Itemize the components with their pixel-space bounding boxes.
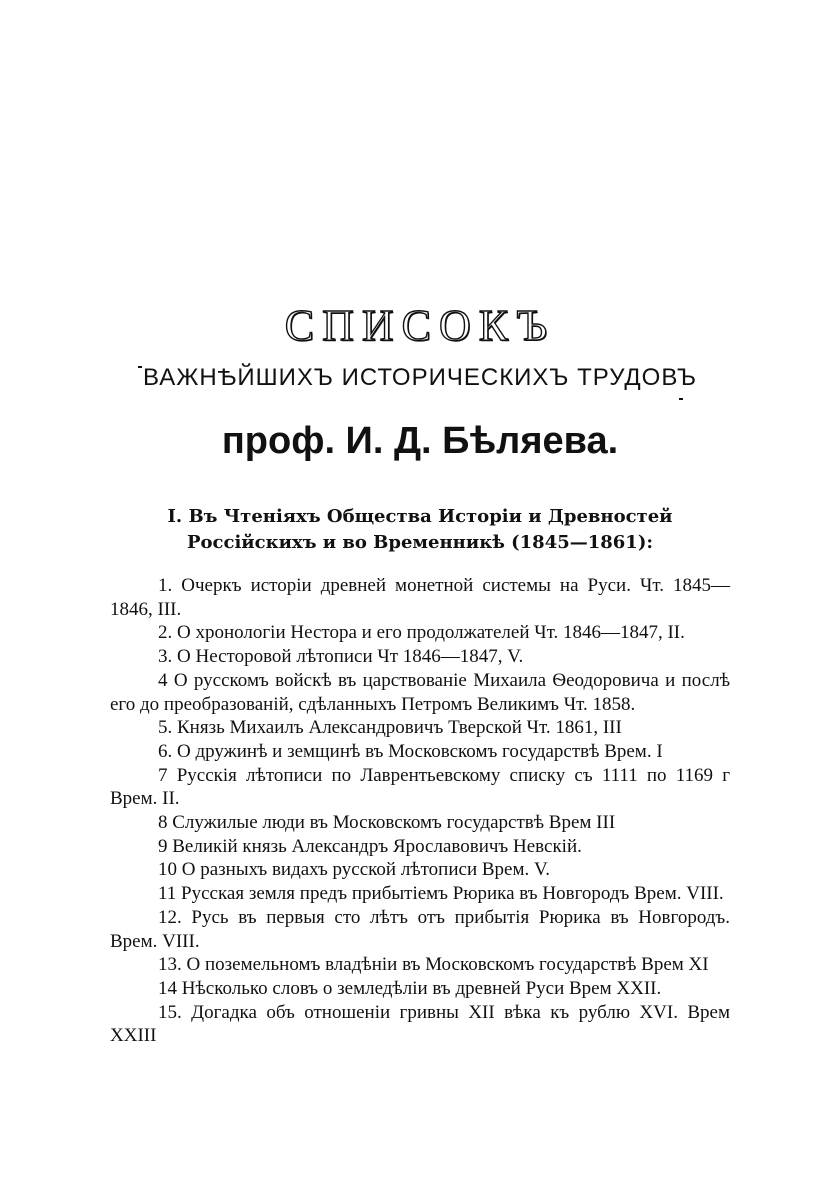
item-text: Догадка объ отношеніи гривны XII вѣка къ рублю XVI. Врем XXIII (110, 1001, 730, 1047)
list-item (110, 574, 730, 621)
list-item (110, 835, 730, 859)
list-item (110, 669, 730, 716)
list-item (110, 1001, 730, 1048)
author-name: проф. И. Д. Бѣляева. (221, 420, 619, 462)
item-text: Нѣсколько словъ о земледѣліи въ древней Руси Врем XXII. (181, 977, 662, 999)
item-text: О хронологіи Нестора и его продолжателей Чт. 1846—1847, II. (177, 622, 685, 644)
item-text: Русскія лѣтописи по Лаврентьевскому списку съ 1111 по 1169 г Врем. II. (110, 764, 731, 810)
subtitle: ВАЖНѢЙШИХЪ ИСТОРИЧЕСКИХЪ ТРУДОВЪ (143, 364, 697, 391)
item-text: Очеркъ исторіи древней монетной системы на Руси. Чт. 1845—1846, III. (110, 575, 730, 620)
list-item (110, 645, 730, 669)
list-title: СПИСОКЪ (284, 301, 556, 350)
print-speck (138, 366, 142, 368)
list-item (110, 882, 730, 906)
item-number: 15. (158, 1001, 182, 1023)
list-item (110, 953, 730, 977)
item-text: О русскомъ войскѣ въ царствованіе Михаила Ѳеодоровича и послѣ его до преобразованій, сдѣланныхъ Петромъ Великимъ Чт. 1858. (110, 669, 731, 715)
item-text: Князь Михаилъ Александровичъ Тверской Чт. 1861, III (177, 717, 622, 739)
list-item (110, 858, 730, 882)
item-number: 12. (158, 906, 182, 928)
item-text: Русская земля предъ прибытіемъ Рюрика въ Новгородъ Врем. VIII. (181, 883, 724, 905)
item-number: 7 (158, 764, 168, 786)
item-number: 11 (158, 883, 177, 905)
list-item (110, 740, 730, 764)
list-item (110, 716, 730, 740)
item-text: О разныхъ видахъ русской лѣтописи Врем. V. (181, 859, 551, 881)
item-number: 6. (158, 740, 173, 762)
item-number: 5. (158, 717, 173, 739)
item-number: 14 (158, 977, 177, 999)
list-item (110, 621, 730, 645)
list-item (110, 906, 730, 953)
section-heading: I. Въ Чтеніяхъ Общества Исторіи и Древностей Россійскихъ и во Временникѣ (1845—1861): (167, 506, 673, 553)
list-item (110, 977, 730, 1001)
item-text: Великій князь Александръ Ярославовичъ Невскій. (172, 835, 582, 857)
item-number: 1. (158, 575, 173, 596)
item-number: 3. (158, 646, 173, 668)
item-number: 10 (158, 859, 177, 881)
item-text: О дружинѣ и земщинѣ въ Московскомъ государствѣ Врем. I (177, 740, 663, 762)
item-number: 9 (158, 835, 168, 857)
item-number: 13. (158, 954, 182, 976)
item-text: О Несторовой лѣтописи Чт 1846—1847, V. (177, 646, 524, 668)
item-text: О поземельномъ владѣніи въ Московскомъ государствѣ Врем XI (186, 954, 709, 976)
item-number: 8 (158, 812, 168, 834)
list-item (110, 764, 730, 811)
item-text: Русь въ первыя сто лѣтъ отъ прибытія Рюрика въ Новгородъ. Врем. VIII. (110, 906, 731, 952)
item-number: 2. (158, 622, 173, 644)
works-list (110, 574, 730, 1048)
item-number: 4 (158, 669, 168, 691)
print-speck (679, 398, 683, 400)
list-item (110, 811, 730, 835)
item-text: Служилые люди въ Московскомъ государствѣ Врем III (172, 812, 616, 834)
